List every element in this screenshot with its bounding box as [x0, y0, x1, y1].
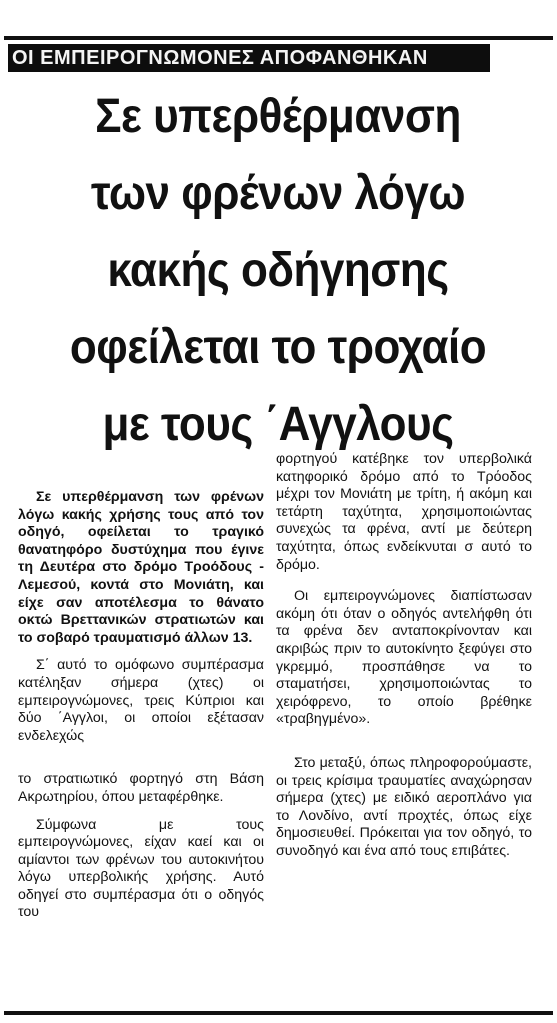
headline-line: με τους ΄Αγγλους [102, 397, 454, 451]
top-rule [4, 36, 553, 40]
body-paragraph: Στο μεταξύ, όπως πληροφορούμαστε, οι τρεις κρίσιμα τραυματίες αναχώρησαν σήμερα (χτες) με ειδικό αεροπλάνο για το Λονδίνο, αντί προχτές, όπως είχε δημοσιευθεί. Πρόκειται για τον οδηγό, το συνοδηγό και ένα από τους επιβάτες. [276, 754, 532, 859]
body-paragraph-continued: το στρατιωτικό φορτηγό στη Βάση Ακρωτηρίου, όπου μεταφέρθηκε. [18, 771, 264, 805]
kicker-banner: ΟΙ ΕΜΠΕΙΡΟΓΝΩΜΟΝΕΣ ΑΠΟΦΑΝΘΗΚΑΝ [8, 44, 490, 72]
headline-line: κακής οδήγησης [107, 243, 449, 297]
body-paragraph: Οι εμπειρογνώμονες διαπίστωσαν ακόμη ότι όταν ο οδηγός αντελήφθη ότι τα φρένα δεν ανταποκρίνονταν και ακριβώς πριν το αυτοκίνητο ξεφύγει στο γκρεμμό, προσπάθησε να το σταματήσει, χρησιμοποιώντας το χειρόφρενο, το οποίο βρέθηκε «τραβηγμένο». [276, 588, 532, 728]
body-paragraph: Σύμφωνα με τους εμπειρογνώμονες, είχαν καεί και οι αμίαντοι των φρένων του αυτοκινήτου λόγω υπερβολικής χρήσης. Αυτό οδηγεί στο συμπέρασμα ότι ο οδηγός του [18, 816, 264, 921]
body-paragraph: Σ΄ αυτό το ομόφωνο συμπέρασμα κατέληξαν σήμερα (χτες) οι εμπειρογνώμονες, τρεις Κύπριοι και δύο ΄Αγγλοι, οι οποίοι εξέτασαν ενδελεχώς [18, 657, 264, 744]
headline-line: των φρένων λόγω [90, 166, 466, 220]
body-paragraph: φορτηγού κατέβηκε τον υπερβολικά κατηφορικό δρόμο από το Τρόοδος μέχρι τον Μονιάτη με τρίτη, ή ακόμη και τετάρτη ταχύτητα, χρησιμοποιώντας συνεχώς τα φρένα, αντί με δεύτερη ταχύτητα, όπως ενδείκνυται σ αυτό το δρόμο. [276, 451, 532, 573]
left-column [18, 489, 264, 922]
lead-paragraph: Σε υπερθέρμανση των φρένων λόγω κακής χρήσης τους από τον οδηγό, οφείλεται το τραγικό θανατηφόρο δυστύχημα που έγινε τη Δευτέρα στο δρόμο Τροόδους - Λεμεσού, κοντά στο Μονιάτη, και είχε σαν αποτέλεσμα το θάνατο οκτώ Βρεττανικών στρατιωτών και το σοβαρό τραυματισμό άλλων 13. [18, 489, 264, 646]
headline-line: Σε υπερθέρμανση [95, 89, 461, 143]
headline [18, 78, 538, 463]
right-column [276, 451, 532, 860]
bottom-rule [4, 1011, 553, 1015]
headline-line: οφείλεται το τροχαίο [69, 320, 487, 374]
